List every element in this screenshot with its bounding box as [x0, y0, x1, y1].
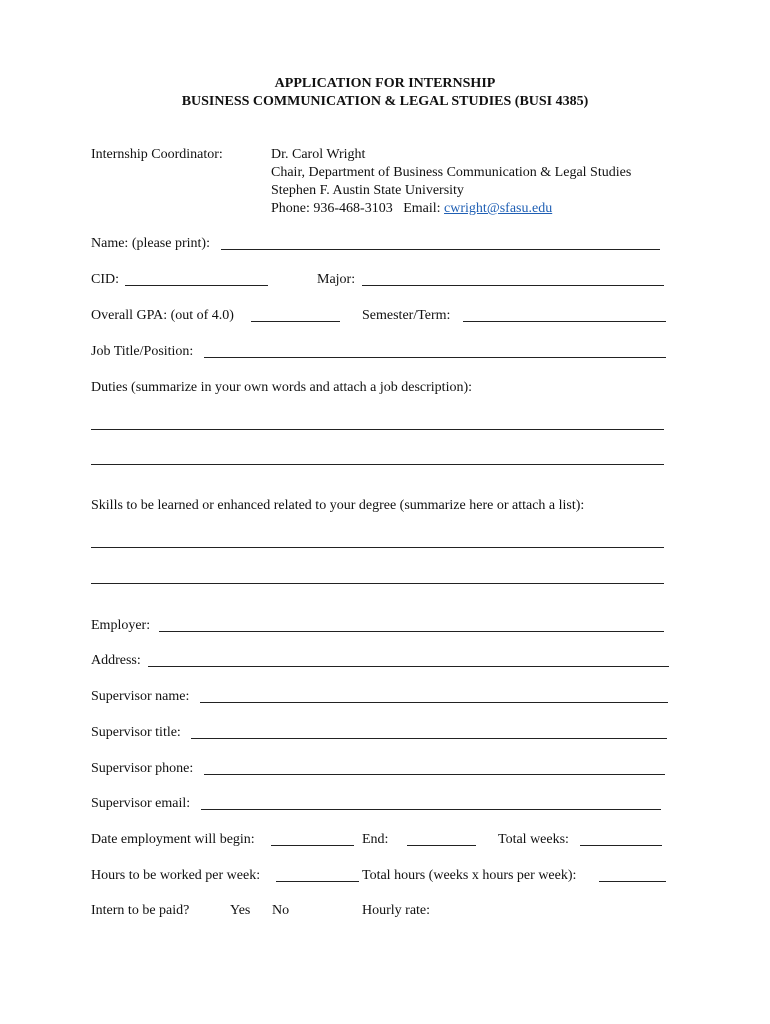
name-field[interactable] [221, 249, 660, 250]
coordinator-label: Internship Coordinator: [91, 147, 223, 162]
employer-label: Employer: [91, 618, 151, 633]
address-field[interactable] [148, 666, 669, 667]
hourly-rate-label: Hourly rate: [362, 903, 431, 918]
total-weeks-label: Total weeks: [498, 832, 569, 847]
supervisor-phone-field[interactable] [204, 774, 665, 775]
coordinator-contact [271, 200, 552, 218]
form-title: APPLICATION FOR INTERNSHIP [274, 76, 496, 91]
major-field[interactable] [362, 285, 664, 286]
cid-field[interactable] [125, 285, 268, 286]
semester-label: Semester/Term: [362, 308, 451, 323]
date-begin-field[interactable] [271, 845, 354, 846]
address-label: Address: [91, 653, 141, 668]
employer-field[interactable] [159, 631, 664, 632]
job-title-field[interactable] [204, 357, 666, 358]
coordinator-name: Dr. Carol Wright [271, 147, 366, 162]
paid-label: Intern to be paid? [91, 903, 190, 918]
name-label: Name: (please print): [91, 236, 210, 251]
semester-field[interactable] [463, 321, 666, 322]
total-hours-field[interactable] [599, 881, 666, 882]
duties-line-2[interactable] [91, 464, 664, 465]
supervisor-name-label: Supervisor name: [91, 689, 190, 704]
paid-yes-option[interactable]: Yes [230, 903, 251, 918]
skills-line-1[interactable] [91, 547, 664, 548]
supervisor-phone-label: Supervisor phone: [91, 761, 194, 776]
form-subtitle: BUSINESS COMMUNICATION & LEGAL STUDIES (BUSI 4385) [181, 94, 589, 109]
total-hours-label: Total hours (weeks x hours per week): [362, 868, 577, 883]
duties-label: Duties (summarize in your own words and attach a job description): [91, 380, 473, 395]
job-title-label: Job Title/Position: [91, 344, 194, 359]
duties-line-1[interactable] [91, 429, 664, 430]
hours-per-week-label: Hours to be worked per week: [91, 868, 261, 883]
major-label: Major: [317, 272, 356, 287]
skills-label: Skills to be learned or enhanced related to your degree (summarize here or attach a list): [91, 498, 585, 513]
date-begin-label: Date employment will begin: [91, 832, 255, 847]
supervisor-title-field[interactable] [191, 738, 667, 739]
coordinator-school: Stephen F. Austin State University [271, 183, 464, 198]
coordinator-email-link[interactable]: cwright@sfasu.edu [444, 201, 553, 216]
end-date-label: End: [362, 832, 389, 847]
supervisor-email-field[interactable] [201, 809, 661, 810]
supervisor-name-field[interactable] [200, 702, 668, 703]
total-weeks-field[interactable] [580, 845, 662, 846]
cid-label: CID: [91, 272, 119, 287]
skills-line-2[interactable] [91, 583, 664, 584]
paid-no-option[interactable]: No [272, 903, 290, 918]
coordinator-phone: Phone: 936-468-3103 Email: [271, 201, 445, 216]
gpa-field[interactable] [251, 321, 340, 322]
supervisor-email-label: Supervisor email: [91, 796, 191, 811]
coordinator-title: Chair, Department of Business Communication & Legal Studies [271, 165, 632, 180]
supervisor-title-label: Supervisor title: [91, 725, 181, 740]
hours-per-week-field[interactable] [276, 881, 359, 882]
end-date-field[interactable] [407, 845, 476, 846]
gpa-label: Overall GPA: (out of 4.0) [91, 308, 234, 323]
